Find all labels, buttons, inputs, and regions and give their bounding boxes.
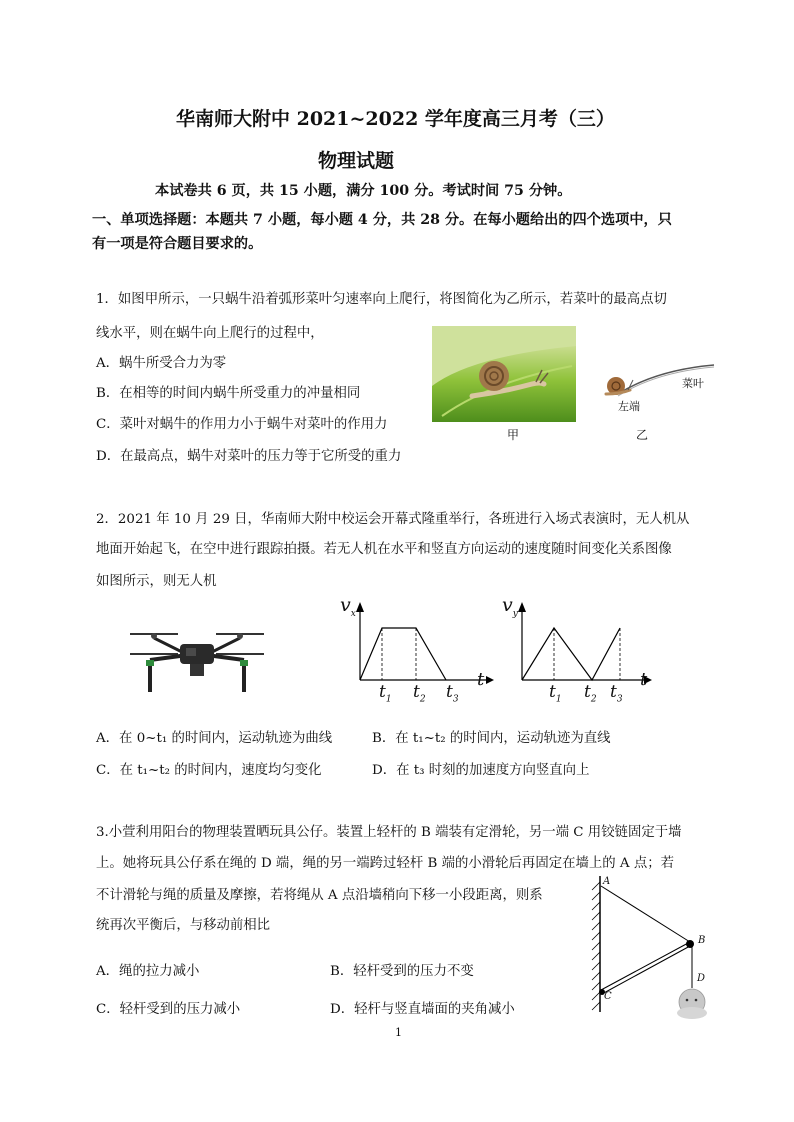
vy-axis-label: $v_y$ xyxy=(502,594,518,619)
q2-stem-line1: 2．2021 年 10 月 29 日，华南师大附中校运会开幕式隆重举行，各班进行入场式表演时，无人机从 xyxy=(96,512,690,527)
q1-option-d: D．在最高点，蜗牛对菜叶的压力等于它所受的重力 xyxy=(96,449,402,464)
vx-t1-label: $t_1$ xyxy=(379,682,392,705)
figure-label-jia: 甲 xyxy=(507,428,520,442)
page-title: 华南师大附中 2021~2022 学年度高三月考（三） xyxy=(176,108,615,130)
q3-stem-line2: 上。她将玩具公仔系在绳的 D 端，绳的另一端跨过轻杆 B 端的小滑轮后再固定在墙上的 A 点；若 xyxy=(96,856,675,871)
q3-option-b: B．轻杆受到的压力不变 xyxy=(330,964,474,979)
q3-stem-line1: 3.小萱利用阳台的物理装置晒玩具公仔。装置上轻杆的 B 端装有定滑轮，另一端 C 用铰链固定于墙 xyxy=(96,825,682,840)
label-point-b: B xyxy=(698,935,706,946)
section-heading: 一、单项选择题：本题共 7 小题，每小题 4 分，共 28 分。在每小题给出的四个选项中，只 xyxy=(92,212,672,228)
vy-time-graph xyxy=(504,596,652,700)
q2-option-c: C．在 t₁~t₂ 的时间内，速度均匀变化 xyxy=(96,763,322,778)
vx-t-axis-label: t xyxy=(477,669,485,690)
q3-option-c: C．轻杆受到的压力减小 xyxy=(96,1002,241,1017)
snail-photo xyxy=(432,326,576,422)
q1-option-c: C．菜叶对蜗牛的作用力小于蜗牛对菜叶的作用力 xyxy=(96,417,388,432)
q2-option-b: B．在 t₁~t₂ 的时间内，运动轨迹为直线 xyxy=(372,731,611,746)
vx-axis-label: $v_x$ xyxy=(340,594,356,619)
q3-option-d: D．轻杆与竖直墙面的夹角减小 xyxy=(330,1002,515,1017)
q2-stem-line3: 如图所示，则无人机 xyxy=(96,574,217,589)
vx-t2-label: $t_2$ xyxy=(413,682,426,705)
q3-stem-line3: 不计滑轮与绳的质量及摩擦，若将绳从 A 点沿墙稍向下移一小段距离，则系 xyxy=(96,888,543,903)
vy-t-axis-label: t xyxy=(640,669,648,690)
q1-stem-line2: 线水平，则在蜗牛向上爬行的过程中， xyxy=(96,326,324,341)
q1-option-a: A．蜗牛所受合力为零 xyxy=(96,356,227,371)
q2-option-d: D．在 t₃ 时刻的加速度方向竖直向上 xyxy=(372,763,590,778)
q1-stem-line1: 1．如图甲所示，一只蜗牛沿着弧形菜叶匀速率向上爬行，将图简化为乙所示，若菜叶的最高点切 xyxy=(96,292,667,307)
q2-option-a: A．在 0~t₁ 的时间内，运动轨迹为曲线 xyxy=(96,731,333,746)
vy-t3-label: $t_3$ xyxy=(610,682,623,705)
page-subtitle: 物理试题 xyxy=(318,150,395,172)
q3-option-a: A．绳的拉力减小 xyxy=(96,964,200,979)
vy-t1-label: $t_1$ xyxy=(549,682,562,705)
drone-image xyxy=(126,620,268,698)
label-point-d: D xyxy=(697,973,706,984)
label-point-c: C xyxy=(604,991,612,1002)
q1-option-b: B．在相等的时间内蜗牛所受重力的冲量相同 xyxy=(96,386,361,401)
exam-info: 本试卷共 6 页，共 15 小题，满分 100 分。考试时间 75 分钟。 xyxy=(155,183,572,199)
figure-label-yi: 乙 xyxy=(636,428,649,442)
q2-stem-line2: 地面开始起飞，在空中进行跟踪拍摄。若无人机在水平和竖直方向运动的速度随时间变化关系图像 xyxy=(96,542,672,557)
label-left-end: 左端 xyxy=(618,400,640,413)
vx-t3-label: $t_3$ xyxy=(446,682,459,705)
label-leaf: 菜叶 xyxy=(682,377,704,390)
q3-stem-line4: 统再次平衡后，与移动前相比 xyxy=(96,918,271,933)
label-point-a: A xyxy=(603,876,611,887)
section-heading-cont: 有一项是符合题目要求的。 xyxy=(92,236,263,252)
page-number: 1 xyxy=(395,1026,402,1039)
vy-t2-label: $t_2$ xyxy=(584,682,597,705)
